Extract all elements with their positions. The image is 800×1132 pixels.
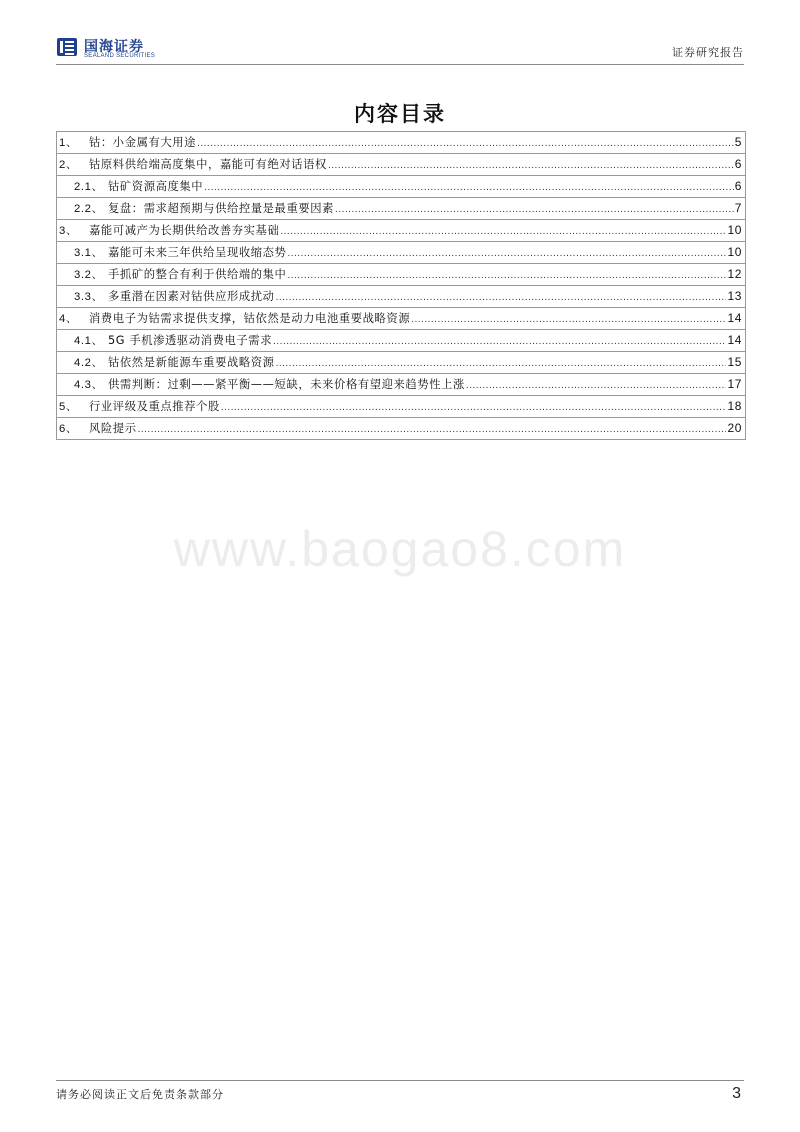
toc-entry-page: 14: [727, 333, 742, 347]
toc-entry-number: 6、: [59, 423, 78, 435]
brand-name-en: SEALAND SECURITIES: [84, 53, 156, 59]
toc-title: 内容目录: [354, 102, 446, 126]
page-header: [56, 34, 744, 65]
toc-entry-page: 12: [727, 267, 742, 281]
toc-entry-page: 6: [734, 179, 742, 193]
dot-leader: [276, 287, 727, 308]
toc-entry[interactable]: [57, 154, 745, 176]
toc-entry[interactable]: [57, 418, 745, 440]
dot-leader: [197, 133, 734, 154]
toc-entry-label: 行业评级及重点推荐个股: [89, 400, 220, 413]
toc-entry-number: 5、: [59, 401, 78, 413]
toc-entry[interactable]: [57, 396, 745, 418]
brand-name-cn: 国海证券: [84, 39, 144, 55]
toc-entry[interactable]: [57, 374, 745, 396]
toc-entry[interactable]: [57, 198, 745, 220]
toc-entry-number: 3.1、: [74, 247, 104, 259]
table-of-contents: [56, 131, 746, 440]
toc-entry-number: 4、: [59, 313, 78, 325]
dot-leader: [221, 397, 727, 418]
toc-entry[interactable]: [57, 132, 745, 154]
toc-entry[interactable]: [57, 308, 745, 330]
toc-entry[interactable]: [57, 330, 745, 352]
dot-leader: [276, 353, 727, 374]
toc-entry-label: 钴依然是新能源车重要战略资源: [108, 356, 275, 369]
toc-entry-number: 2.2、: [74, 203, 104, 215]
dot-leader: [411, 309, 726, 330]
toc-entry-page: 13: [727, 289, 742, 303]
toc-entry-page: 5: [734, 135, 742, 149]
toc-entry[interactable]: [57, 242, 745, 264]
toc-entry-number: 3.2、: [74, 269, 104, 281]
toc-entry-label: 嘉能可减产为长期供给改善夯实基础: [89, 224, 280, 237]
dot-leader: [287, 265, 726, 286]
toc-entry-page: 20: [727, 421, 742, 435]
toc-entry-page: 14: [727, 311, 742, 325]
toc-entry-label: 钴原料供给端高度集中，嘉能可有绝对话语权: [89, 158, 327, 171]
toc-entry-number: 2.1、: [74, 181, 104, 193]
toc-entry-number: 3.3、: [74, 291, 104, 303]
dot-leader: [280, 221, 726, 242]
sealand-logo-icon: [56, 36, 78, 58]
toc-entry-page: 15: [727, 355, 742, 369]
dot-leader: [328, 155, 734, 176]
toc-entry-label: 钴：小金属有大用途: [89, 136, 197, 149]
toc-entry-label: 多重潜在因素对钴供应形成扰动: [108, 290, 275, 303]
toc-entry-label: 嘉能可未来三年供给呈现收缩态势: [108, 246, 287, 259]
toc-entry-page: 18: [727, 399, 742, 413]
toc-entry-number: 3、: [59, 225, 78, 237]
toc-entry[interactable]: [57, 220, 745, 242]
report-type-label: 证券研究报告: [672, 46, 744, 59]
toc-entry-number: 2、: [59, 159, 78, 171]
dot-leader: [335, 199, 734, 220]
toc-entry[interactable]: [57, 286, 745, 308]
toc-entry-number: 1、: [59, 137, 78, 149]
toc-entry-number: 4.3、: [74, 379, 104, 391]
dot-leader: [204, 177, 734, 198]
toc-entry-page: 17: [727, 377, 742, 391]
page-number: 3: [732, 1085, 741, 1102]
toc-entry-page: 7: [734, 201, 742, 215]
toc-entry[interactable]: [57, 176, 745, 198]
toc-entry-label: 手抓矿的整合有利于供给端的集中: [108, 268, 287, 281]
toc-entry[interactable]: [57, 352, 745, 374]
toc-entry-number: 4.2、: [74, 357, 104, 369]
toc-entry-label: 5G 手机渗透驱动消费电子需求: [108, 334, 273, 347]
watermark: www.baogao8.com: [173, 521, 627, 577]
dot-leader: [273, 331, 726, 352]
page-footer: [56, 1080, 744, 1111]
dot-leader: [466, 375, 727, 396]
toc-entry-number: 4.1、: [74, 335, 104, 347]
toc-entry-page: 10: [727, 245, 742, 259]
toc-entry-label: 钴矿资源高度集中: [108, 180, 204, 193]
toc-entry[interactable]: [57, 264, 745, 286]
toc-entry-label: 消费电子为钴需求提供支撑，钴依然是动力电池重要战略资源: [89, 312, 411, 325]
toc-entry-label: 风险提示: [89, 422, 137, 435]
dot-leader: [138, 419, 727, 440]
toc-entry-label: 复盘：需求超预期与供给控量是最重要因素: [108, 202, 335, 215]
dot-leader: [287, 243, 726, 264]
toc-entry-page: 10: [727, 223, 742, 237]
disclaimer-text: 请务必阅读正文后免责条款部分: [56, 1088, 224, 1101]
toc-entry-label: 供需判断：过剩——紧平衡——短缺，未来价格有望迎来趋势性上涨: [108, 378, 465, 391]
toc-entry-page: 6: [734, 157, 742, 171]
